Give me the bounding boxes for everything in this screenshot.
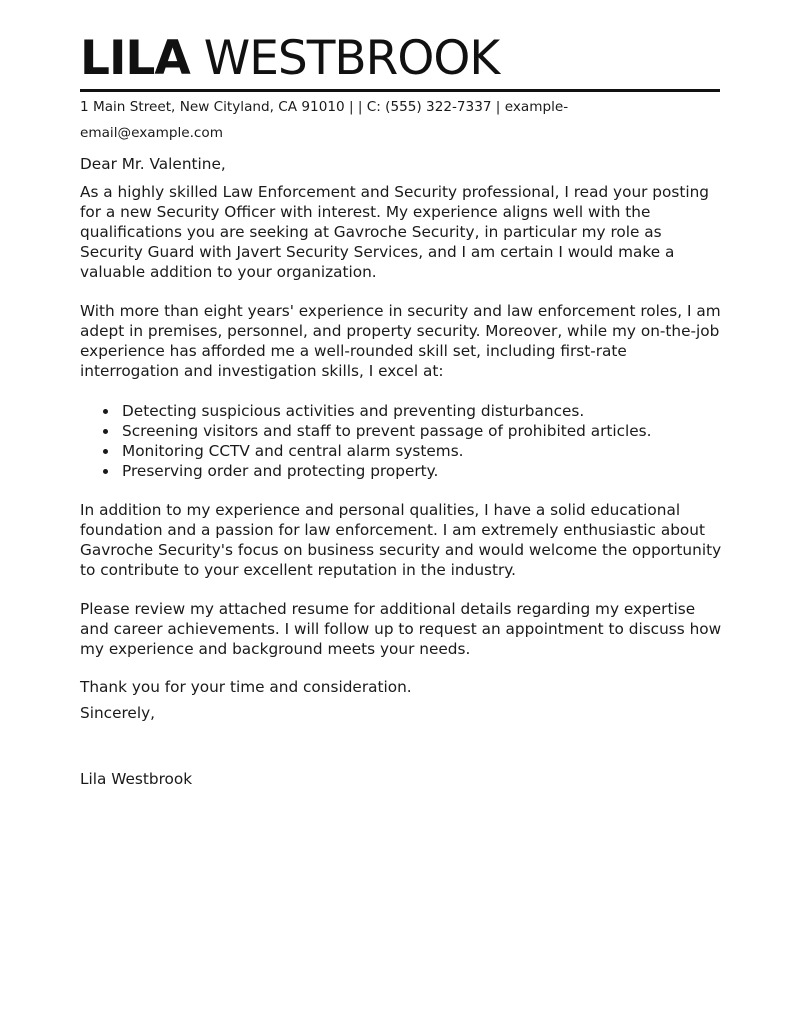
sign-off: Sincerely,: [80, 704, 156, 722]
list-item: Detecting suspicious activities and preventing disturbances.: [122, 401, 722, 421]
salutation: Dear Mr. Valentine,: [80, 155, 226, 173]
skills-list: [80, 401, 722, 481]
list-item: Monitoring CCTV and central alarm systems.: [122, 441, 722, 461]
list-item: Screening visitors and staff to prevent passage of prohibited articles.: [122, 421, 722, 441]
contact-info: 1 Main Street, New Cityland, CA 91010 | | C: (555) 322-7337 | example-email@example.com: [80, 99, 569, 141]
first-name: LILA: [80, 31, 190, 86]
applicant-name-heading: [80, 28, 722, 90]
paragraph-intro: As a highly skilled Law Enforcement and Security professional, I read your posting for a new Security Officer with interest. My experience aligns well with the qualifications you are seeking at Gavroche Security, in particular my role as Security Guard with Javert Security Services, and I am certain I would make a valuable addition to your organization.: [80, 183, 709, 281]
cover-letter-page: [80, 28, 722, 789]
last-name: WESTBROOK: [203, 31, 500, 86]
signature-name: Lila Westbrook: [80, 770, 193, 788]
paragraph-follow-up: Please review my attached resume for additional details regarding my expertise and career achievements. I will follow up to request an appointment to discuss how my experience and background meets your needs.: [80, 600, 722, 658]
paragraph-experience: With more than eight years' experience in security and law enforcement roles, I am adept in premises, personnel, and property security. Moreover, while my on-the-job experience has afforded me a well-rounded skill set, including first-rate interrogation and investigation skills, I excel at:: [80, 302, 721, 380]
thank-you-line: Thank you for your time and consideration.: [80, 678, 412, 696]
paragraph-education: In addition to my experience and personal qualities, I have a solid educational foundation and a passion for law enforcement. I am extremely enthusiastic about Gavroche Security's focus on business security and would welcome the opportunity to contribute to your excellent reputation in the industry.: [80, 501, 722, 579]
letter-body: [80, 154, 722, 789]
list-item: Preserving order and protecting property.: [122, 461, 722, 481]
